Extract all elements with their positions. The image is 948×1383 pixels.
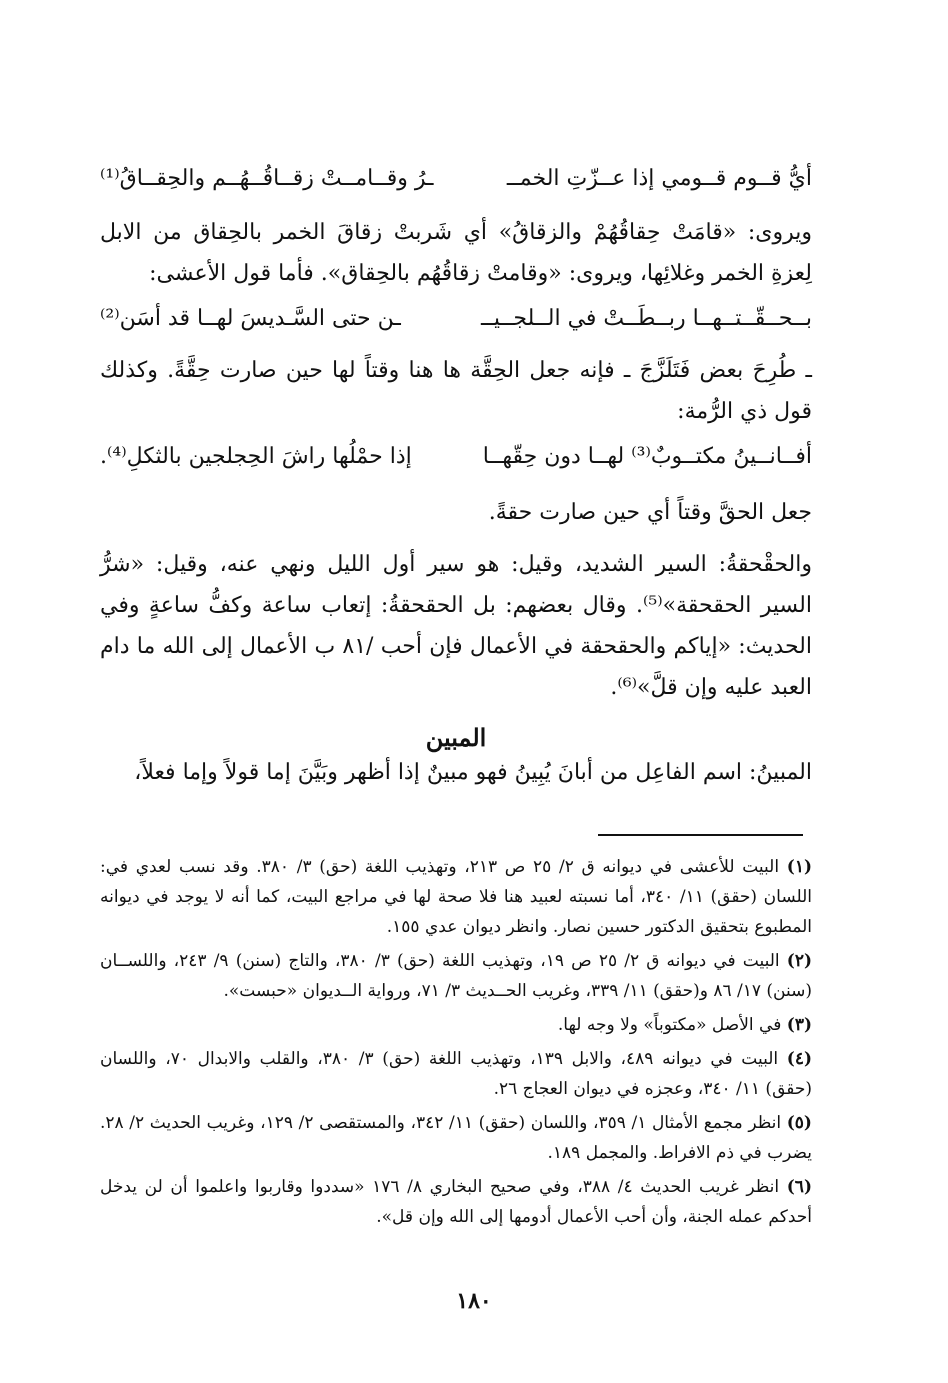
footnote-number: (٤) (786, 1049, 813, 1069)
paragraph-mubin: المبينُ: اسم الفاعِل من أبانَ يُبِينُ فهو مبينٌ إذا أظهر وبَيَّنَ إما قولاً وإما فعلاً، (134, 760, 812, 785)
footnote-text: البيت في ديوانه ٤٨٩، والابل ١٣٩، وتهذيب اللغة (حق) ٣/ ٣٨٠، والقلب والابدال ٧٠، واللسان (حقق) ١١/ ٣٤٠، وعجزه في ديوان العجاج ٢٦. (100, 1049, 812, 1099)
footnote-number: (٢) (786, 951, 812, 971)
verse-2-first-hemistich: بــحــقّــتــهــا ربــطَــتْ في الــلجــيــ (480, 306, 812, 331)
paragraph-riwaya: ويروى: «قامَتْ حِقاقُهُمْ والزقاقُ» أي شَربتْ زقاقَ الخمر بالحِقاق من الابل لِعزةِ الخمر وغلائِها، ويروى: «وقامتْ زقاقُهُم بالحِقاق». فأما قول الأعشى: (100, 220, 812, 286)
verse-3-first-hemistich: أفــانــينُ مكتــوبٌ⁽³⁾ لهــا دون حِقّهــا (482, 444, 812, 469)
footnotes (100, 852, 812, 1236)
footnote-text: في الأصل «مكتوباً» ولا وجه لها. (557, 1015, 782, 1035)
verse-3-second-hemistich: إذا حمْلُها راشَ الحِجلجين بالثكلِ⁽⁴⁾. (100, 444, 412, 469)
footnote-text: البيت في ديوانه ق ٢/ ٢٥ ص ١٩، وتهذيب اللغة (حق) ٣/ ٣٨٠، والتاج (سنن) ٩/ ٢٤٣، واللســان (سنن) ١٧/ ٨٦ و(حقق) ١١/ ٣٣٩، وغريب الحــديث ٣/ ٧١، ورواية الــديوان «حبست». (100, 951, 812, 1001)
paragraph-haqq-time: جعل الحقَّ وقتاً أي حين صارت حقةً. (488, 500, 812, 525)
footnote-number: (٦) (786, 1177, 812, 1197)
footnote-3 (100, 1010, 812, 1040)
footnote-1 (100, 852, 812, 942)
footnote-number: (١) (786, 857, 812, 877)
verse-line-1 (100, 158, 812, 199)
verse-1-second-hemistich: ـرُ وقــامــتْ زقــاقُــهُــم والحِقــاقُ⁽¹⁾ (100, 166, 434, 191)
footnote-2 (100, 946, 812, 1006)
footnote-6 (100, 1172, 812, 1232)
paragraph-dhi-rumma: ـ طُرِحَ بعض فَتَلَزَّجَ ـ فإنه جعل الحِقَّة ها هنا وقتاً لها حين صارت حِقَّةً. وكذلك قول ذي الرُّمة: (100, 358, 812, 424)
page-number: ١٨٠ (456, 1288, 492, 1314)
footnote-number: (٣) (786, 1015, 812, 1035)
footnote-text: انظر غريب الحديث ٤/ ٣٨٨، وفي صحيح البخاري ٨/ ١٧٦ «سددوا وقاربوا واعلموا أن لن يدخل أحدكم عمله الجنة، وأن أحب الأعمال أدومها إلى الله وإن قل». (100, 1177, 812, 1227)
verse-2-second-hemistich: ـن حتى السَّـديسَ لهــا قد أسَن⁽²⁾ (100, 306, 401, 331)
verse-1-first-hemistich: أيُّ قــوم قــومي إذا عــزّتِ الخمــ (506, 166, 812, 191)
verse-line-3 (100, 436, 812, 477)
footnote-separator (598, 834, 803, 836)
footnote-text: البيت للأعشى في ديوانه ق ٢/ ٢٥ ص ٢١٣، وتهذيب اللغة (حق) ٣/ ٣٨٠. وقد نسب لعدي في: اللسان (حقق) ١١/ ٣٤٠، أما نسبته لعبيد هنا فلا صحة لها في مراجع البيت، كما أنه لا يوجد في ديوانه المطبوع بتحقيق الدكتور حسين نصار. وانظر ديوان عدي ١٥٥. (100, 857, 813, 937)
footnote-4 (100, 1044, 812, 1104)
verse-line-2 (100, 298, 812, 339)
footnote-5 (100, 1108, 812, 1168)
footnote-text: انظر مجمع الأمثال ١/ ٣٥٩، واللسان (حقق) ١١/ ٣٤٢، والمستقصى ٢/ ١٢٩، وغريب الحديث ٢/ ٢٨. يضرب في ذم الافراط. والمجمل ١٨٩. (100, 1113, 812, 1163)
section-heading: المبين (425, 723, 487, 752)
footnote-number: (٥) (786, 1113, 812, 1133)
paragraph-haqhaqa: والحقْحقةُ: السير الشديد، وقيل: هو سير أول الليل ونهي عنه، وقيل: «شرُّ السير الحقحقة»⁽⁵⁾. وقال بعضهم: بل الحقحقةُ: إتعاب ساعة وكفُّ ساعةٍ وفي الحديث: «إياكم والحقحقة في الأعمال فإن أحب /٨١ ب الأعمال إلى الله ما دام العبد عليه وإن قلَّ»⁽⁶⁾. (100, 552, 812, 700)
